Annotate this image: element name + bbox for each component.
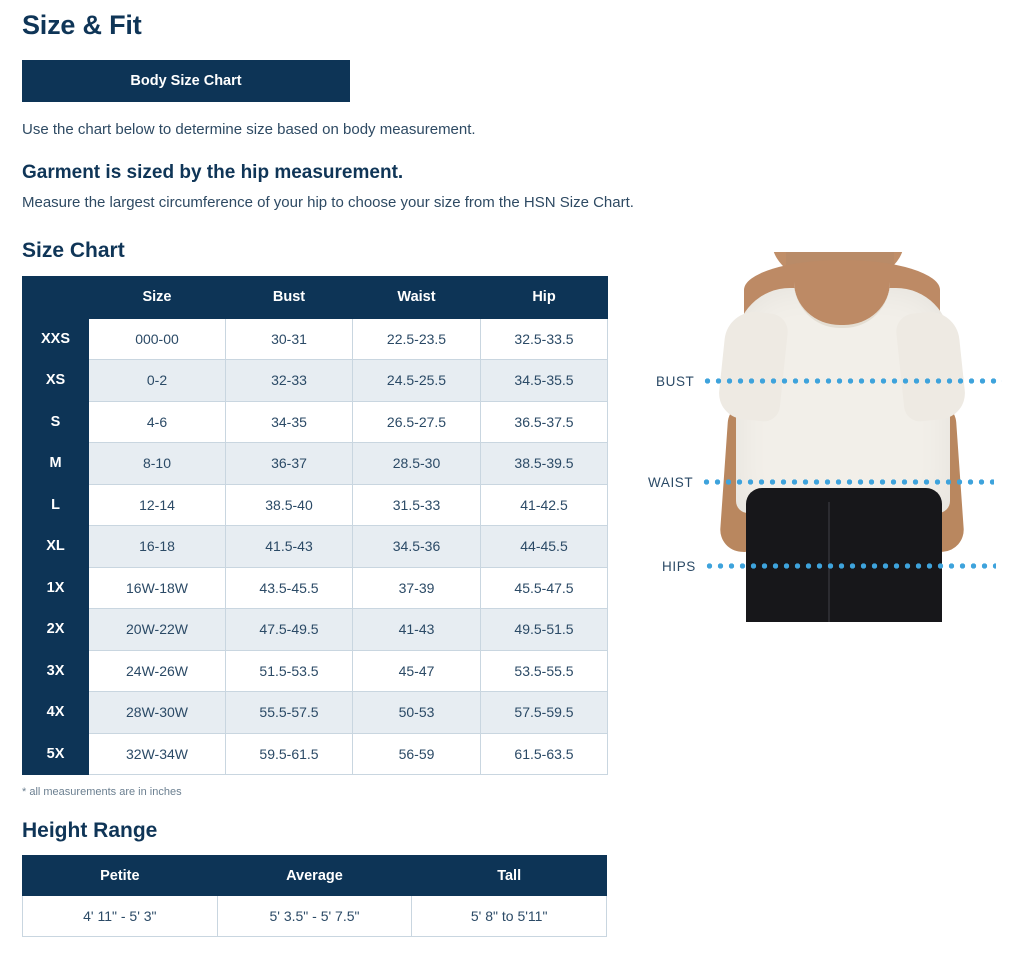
- cell-size: 32W-34W: [89, 733, 226, 775]
- row-label: XXS: [23, 318, 89, 360]
- cell-bust: 38.5-40: [226, 484, 353, 526]
- table-row: [23, 609, 608, 651]
- cell-bust: 30-31: [226, 318, 353, 360]
- cell-hip: 32.5-33.5: [481, 318, 608, 360]
- cell-hip: 41-42.5: [481, 484, 608, 526]
- cell-size: 000-00: [89, 318, 226, 360]
- table-row: [23, 360, 608, 402]
- cell-hip: 49.5-51.5: [481, 609, 608, 651]
- row-label: 4X: [23, 692, 89, 734]
- cell-bust: 59.5-61.5: [226, 733, 353, 775]
- row-label: 5X: [23, 733, 89, 775]
- row-label: 3X: [23, 650, 89, 692]
- measurement-figure: [648, 252, 1024, 642]
- size-chart-table: [22, 276, 608, 775]
- column-header-average: Average: [217, 856, 412, 896]
- tab-body-size-chart[interactable]: [22, 60, 350, 102]
- row-label: XL: [23, 526, 89, 568]
- table-row: [23, 692, 608, 734]
- model-pants: [746, 488, 942, 622]
- cell-bust: 34-35: [226, 401, 353, 443]
- waist-label: WAIST: [648, 474, 694, 490]
- column-header-size: Size: [89, 277, 226, 319]
- sized-by-heading: Garment is sized by the hip measurement.: [22, 162, 404, 183]
- cell-bust: 47.5-49.5: [226, 609, 353, 651]
- cell-hip: 36.5-37.5: [481, 401, 608, 443]
- table-row: [23, 896, 607, 937]
- table-row: [23, 567, 608, 609]
- bust-label: BUST: [656, 373, 695, 389]
- row-label: L: [23, 484, 89, 526]
- table-row: [23, 484, 608, 526]
- main-content: [22, 0, 662, 937]
- intro-text: Use the chart below to determine size based on body measurement.: [22, 121, 476, 138]
- row-label: 2X: [23, 609, 89, 651]
- cell-hip: 53.5-55.5: [481, 650, 608, 692]
- hips-measure-line: [662, 559, 1024, 573]
- table-row: [23, 443, 608, 485]
- cell-size: 24W-26W: [89, 650, 226, 692]
- tab-body-size-chart-label: Body Size Chart: [130, 73, 242, 89]
- cell-hip: 44-45.5: [481, 526, 608, 568]
- column-header-hip: Hip: [481, 277, 608, 319]
- row-label: 1X: [23, 567, 89, 609]
- column-header-waist: Waist: [353, 277, 481, 319]
- waist-dotted-line-icon: [701, 479, 994, 485]
- cell-hip: 38.5-39.5: [481, 443, 608, 485]
- cell-tall: 5' 8" to 5'11": [412, 896, 607, 937]
- cell-bust: 41.5-43: [226, 526, 353, 568]
- cell-hip: 61.5-63.5: [481, 733, 608, 775]
- cell-bust: 55.5-57.5: [226, 692, 353, 734]
- table-row: [23, 650, 608, 692]
- cell-waist: 50-53: [353, 692, 481, 734]
- row-label: M: [23, 443, 89, 485]
- cell-average: 5' 3.5" - 5' 7.5": [217, 896, 412, 937]
- bust-dotted-line-icon: [702, 378, 1002, 384]
- cell-waist: 31.5-33: [353, 484, 481, 526]
- column-header-corner: [23, 277, 89, 319]
- page-title: Size & Fit: [22, 10, 142, 40]
- table-header-row: [23, 277, 608, 319]
- cell-bust: 51.5-53.5: [226, 650, 353, 692]
- size-chart-title: Size Chart: [22, 239, 125, 262]
- table-row: [23, 733, 608, 775]
- cell-bust: 32-33: [226, 360, 353, 402]
- cell-size: 16-18: [89, 526, 226, 568]
- height-range-title: Height Range: [22, 819, 158, 842]
- cell-waist: 28.5-30: [353, 443, 481, 485]
- cell-waist: 34.5-36: [353, 526, 481, 568]
- table-row: [23, 526, 608, 568]
- cell-size: 4-6: [89, 401, 226, 443]
- row-label: XS: [23, 360, 89, 402]
- cell-waist: 24.5-25.5: [353, 360, 481, 402]
- column-header-bust: Bust: [226, 277, 353, 319]
- cell-hip: 57.5-59.5: [481, 692, 608, 734]
- table-row: [23, 401, 608, 443]
- sized-by-note: Measure the largest circumference of your hip to choose your size from the HSN Size Chart.: [22, 194, 634, 211]
- column-header-petite: Petite: [23, 856, 218, 896]
- cell-hip: 45.5-47.5: [481, 567, 608, 609]
- hips-label: HIPS: [662, 558, 696, 574]
- cell-size: 8-10: [89, 443, 226, 485]
- cell-bust: 43.5-45.5: [226, 567, 353, 609]
- cell-size: 0-2: [89, 360, 226, 402]
- cell-waist: 56-59: [353, 733, 481, 775]
- height-range-table: [22, 855, 607, 937]
- cell-petite: 4' 11" - 5' 3": [23, 896, 218, 937]
- cell-size: 28W-30W: [89, 692, 226, 734]
- hips-dotted-line-icon: [704, 563, 996, 569]
- table-row: [23, 318, 608, 360]
- column-header-tall: Tall: [412, 856, 607, 896]
- cell-waist: 26.5-27.5: [353, 401, 481, 443]
- cell-size: 16W-18W: [89, 567, 226, 609]
- cell-waist: 45-47: [353, 650, 481, 692]
- cell-hip: 34.5-35.5: [481, 360, 608, 402]
- model-left-sleeve: [717, 309, 790, 423]
- cell-waist: 41-43: [353, 609, 481, 651]
- row-label: S: [23, 401, 89, 443]
- measurements-footnote: * all measurements are in inches: [22, 786, 182, 798]
- bust-measure-line: [656, 374, 1024, 388]
- cell-size: 20W-22W: [89, 609, 226, 651]
- height-header-row: [23, 856, 607, 896]
- cell-waist: 37-39: [353, 567, 481, 609]
- cell-size: 12-14: [89, 484, 226, 526]
- waist-measure-line: [648, 475, 1024, 489]
- cell-waist: 22.5-23.5: [353, 318, 481, 360]
- cell-bust: 36-37: [226, 443, 353, 485]
